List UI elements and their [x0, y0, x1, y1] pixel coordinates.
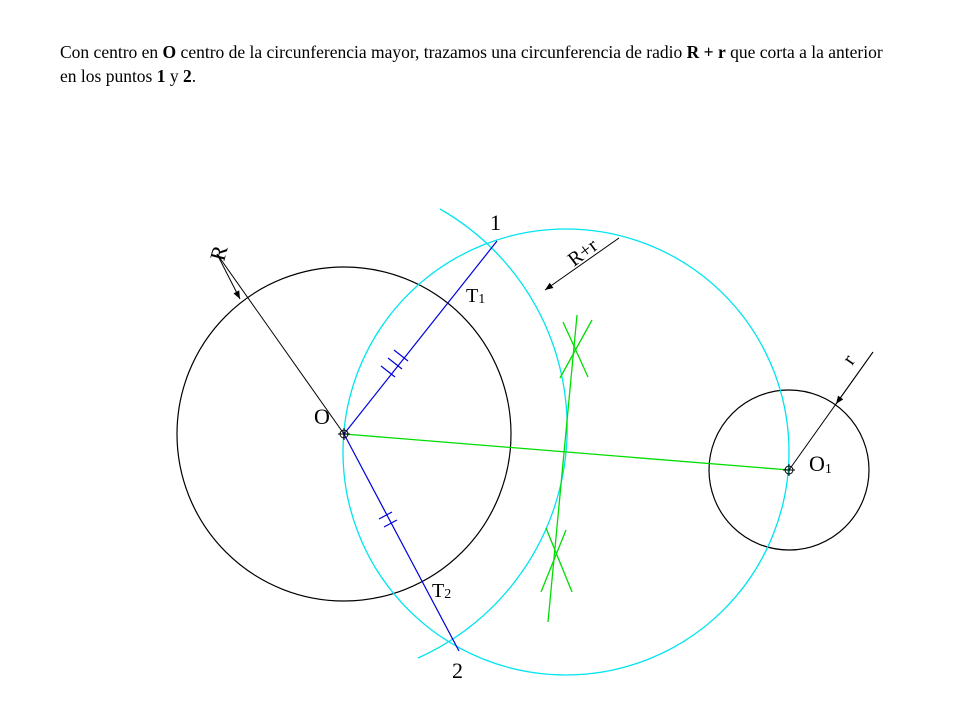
label-T2-main: T: [432, 580, 445, 602]
tick-marks-upper: [381, 350, 408, 377]
label-O1-sub: 1: [824, 462, 832, 477]
label-T1: [466, 285, 485, 307]
line-O-to-1: [344, 241, 497, 434]
label-point-2: 2: [452, 658, 463, 683]
caption-text-5: .: [191, 66, 197, 86]
line-O-to-2: [344, 434, 459, 651]
bisector-arc-bottom-b: [541, 530, 566, 592]
caption-point-1: 1: [156, 66, 166, 86]
label-O: O: [314, 404, 330, 429]
label-O1-main: O: [809, 451, 825, 476]
center-marker-O: [338, 428, 350, 440]
caption-text-4: y: [165, 66, 183, 86]
label-T2-sub: 2: [444, 587, 452, 602]
label-T1-main: T: [466, 285, 479, 307]
caption-point-o: O: [162, 42, 177, 62]
label-T2: [432, 580, 451, 602]
label-R-plus-r: R+r: [563, 234, 602, 271]
label-T1-sub: 1: [478, 292, 486, 307]
center-marker-O1: [783, 464, 795, 476]
label-point-1: 1: [490, 210, 501, 235]
caption-point-2: 2: [183, 66, 192, 86]
caption-radius-sum: R + r: [686, 42, 726, 62]
caption-text-1: Con centro en: [60, 42, 163, 62]
bisector-arc-bottom-a: [546, 528, 572, 592]
bisector-line: [548, 315, 577, 622]
label-R: R: [204, 242, 233, 264]
tick-marks-lower: [379, 512, 397, 527]
label-r: r: [838, 350, 860, 369]
caption-text-3: que corta a la anterior en los puntos: [60, 42, 883, 86]
caption-text-2: centro de la circunferencia mayor, trazamos una circunferencia de radio: [176, 42, 687, 62]
label-O1: [809, 451, 832, 477]
